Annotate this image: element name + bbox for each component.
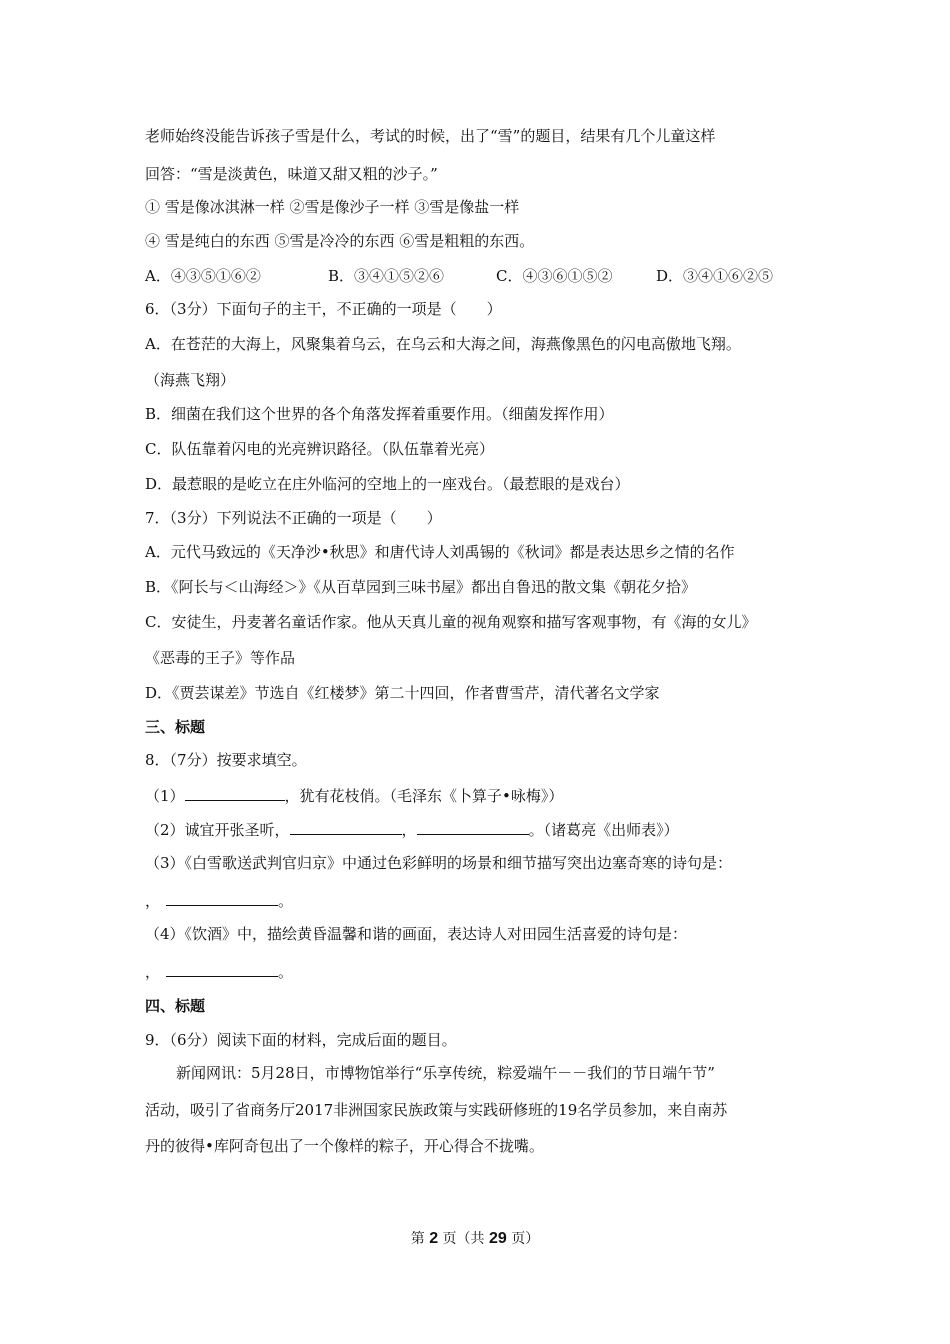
q8-part-3-answer-suffix: 。 bbox=[278, 892, 294, 910]
q6-stem: 6．（3分）下面句子的主干，不正确的一项是（ ） bbox=[145, 300, 502, 318]
intro-line-2: 回答：“雪是淡黄色，味道又甜又粗的沙子。” bbox=[145, 165, 438, 183]
q7-stem: 7．（3分）下列说法不正确的一项是（ ） bbox=[145, 509, 442, 527]
q5-option-d: D．③④①⑥②⑤ bbox=[656, 267, 774, 285]
q8-part-3-answer-prefix: ， bbox=[145, 892, 161, 910]
q8-blank-2b[interactable] bbox=[417, 819, 529, 835]
q8-blank-2a[interactable] bbox=[290, 819, 402, 835]
q5-option-a: A．④③⑤①⑥② bbox=[145, 267, 261, 285]
footer-suffix: 页） bbox=[511, 1231, 540, 1247]
q7-option-a: A．元代马致远的《天净沙•秋思》和唐代诗人刘禹锡的《秋词》都是表达思乡之情的名作 bbox=[145, 543, 735, 561]
q8-stem: 8．（7分）按要求填空。 bbox=[145, 751, 307, 769]
q6-option-a: A．在苍茫的大海上，风聚集着乌云，在乌云和大海之间，海燕像黑色的闪电高傲地飞翔。 bbox=[145, 335, 741, 353]
q7-option-b: B．《阿长与＜山海经＞》《从百草园到三味书屋》都出自鲁迅的散文集《朝花夕拾》 bbox=[145, 578, 697, 596]
total-pages-number: 29 bbox=[489, 1230, 507, 1247]
q8-blank-1[interactable] bbox=[185, 785, 285, 801]
q8-part-2-mid: ， bbox=[401, 821, 417, 839]
q6-option-c: C．队伍靠着闪电的光亮辨识路径。（队伍靠着光亮） bbox=[145, 440, 494, 458]
q7-option-c-cont: 《恶毒的王子》等作品 bbox=[145, 649, 296, 667]
q8-blank-4[interactable] bbox=[166, 961, 278, 977]
q9-material-line-1: 新闻网讯：5月28日，市博物馆举行“乐享传统，粽爱端午－－我们的节日端午节” bbox=[176, 1064, 715, 1082]
q6-option-d: D．最惹眼的是屹立在庄外临河的空地上的一座戏台。（最惹眼的是戏台） bbox=[145, 475, 630, 493]
snow-answers-line-2: ④ 雪是纯白的东西 ⑤雪是冷冷的东西 ⑥雪是粗粗的东西。 bbox=[145, 232, 535, 250]
q8-part-2-prefix: （2）诚宜开张圣听， bbox=[145, 821, 290, 839]
page-footer bbox=[0, 1229, 950, 1249]
intro-line-1: 老师始终没能告诉孩子雪是什么，考试的时候，出了“雪”的题目，结果有几个儿童这样 bbox=[145, 127, 716, 145]
q8-part-2-suffix: 。（诸葛亮《出师表》） bbox=[528, 821, 679, 839]
current-page-number: 2 bbox=[429, 1230, 439, 1247]
q9-material-line-3: 丹的彼得•库阿奇包出了一个像样的粽子，开心得合不拢嘴。 bbox=[145, 1137, 544, 1155]
footer-mid: 页（共 bbox=[442, 1231, 485, 1247]
q6-option-a-cont: （海燕飞翔） bbox=[145, 371, 236, 389]
q8-blank-3[interactable] bbox=[166, 890, 278, 906]
q8-part-1 bbox=[145, 785, 563, 806]
q9-stem: 9．（6分）阅读下面的材料，完成后面的题目。 bbox=[145, 1031, 457, 1049]
section-4-heading: 四、标题 bbox=[145, 997, 206, 1015]
q8-part-4-answer-prefix: ， bbox=[145, 963, 161, 981]
q5-option-b: B．③④①⑤②⑥ bbox=[328, 267, 445, 285]
q8-part-1-prefix: （1） bbox=[145, 787, 185, 805]
q8-part-4-answer-suffix: 。 bbox=[278, 963, 294, 981]
q8-part-2 bbox=[145, 819, 679, 840]
section-3-heading: 三、标题 bbox=[145, 718, 206, 736]
q5-option-c: C．④③⑥①⑤② bbox=[496, 267, 613, 285]
q7-option-c: C．安徒生，丹麦著名童话作家。他从天真儿童的视角观察和描写客观事物，有《海的女儿》 bbox=[145, 613, 757, 631]
q7-option-d: D．《贾芸谋差》节选自《红楼梦》第二十四回，作者曹雪芹，清代著名文学家 bbox=[145, 684, 660, 702]
q5-options bbox=[145, 266, 773, 286]
snow-answers-line-1: ① 雪是像冰淇淋一样 ②雪是像沙子一样 ③雪是像盐一样 bbox=[145, 198, 520, 216]
q8-part-1-suffix: ，犹有花枝俏。（毛泽东《卜算子•咏梅》） bbox=[284, 787, 564, 805]
q8-part-4-answer bbox=[145, 961, 293, 982]
q8-part-3: （3）《白雪歌送武判官归京》中通过色彩鲜明的场景和细节描写突出边塞奇寒的诗句是： bbox=[145, 854, 733, 872]
q8-part-3-answer bbox=[145, 890, 293, 911]
q6-option-b: B．细菌在我们这个世界的各个角落发挥着重要作用。（细菌发挥作用） bbox=[145, 405, 614, 423]
q8-part-4: （4）《饮酒》中，描绘黄昏温馨和谐的画面，表达诗人对田园生活喜爱的诗句是： bbox=[145, 925, 688, 943]
q9-material-line-2: 活动，吸引了省商务厅2017非洲国家民族政策与实践研修班的19名学员参加，来自南苏 bbox=[145, 1101, 728, 1119]
footer-prefix: 第 bbox=[410, 1231, 425, 1247]
